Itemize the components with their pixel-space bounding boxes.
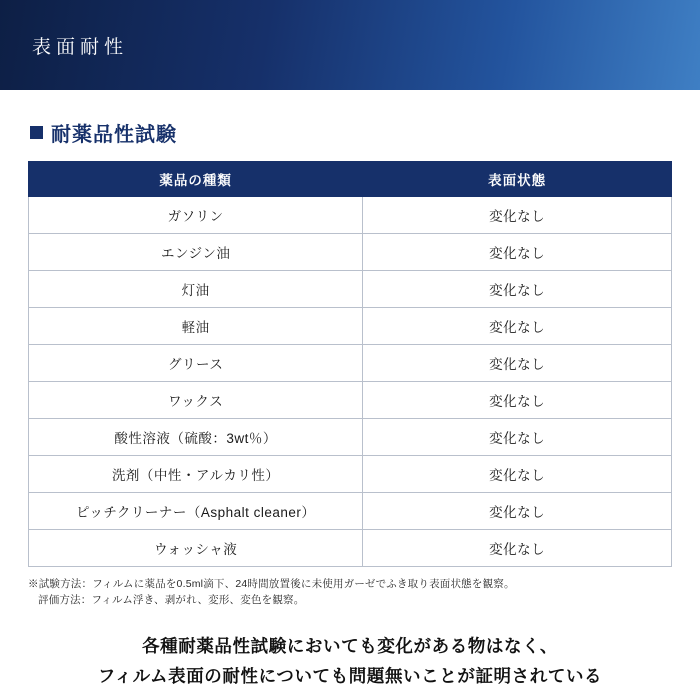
cell-surface: 変化なし <box>363 234 672 271</box>
cell-chemical: 灯油 <box>29 271 363 308</box>
cell-surface: 変化なし <box>363 271 672 308</box>
cell-chemical: 軽油 <box>29 308 363 345</box>
cell-surface: 変化なし <box>363 197 672 234</box>
table-row <box>29 419 672 456</box>
cell-surface: 変化なし <box>363 493 672 530</box>
cell-surface: 変化なし <box>363 382 672 419</box>
square-bullet-icon <box>30 126 43 139</box>
cell-chemical: グリース <box>29 345 363 382</box>
table-header-row <box>29 162 672 197</box>
column-header-surface: 表面状態 <box>363 162 672 197</box>
cell-chemical: ピッチクリーナー（Asphalt cleaner） <box>29 493 363 530</box>
note-line-1: ※試験方法：フィルムに薬品を0.5ml滴下、24時間放置後に未使用ガーゼでふき取り表面状態を観察。 <box>28 578 515 590</box>
cell-surface: 変化なし <box>363 345 672 382</box>
conclusion-line-2: フィルム表面の耐性についても問題無いことが証明されている <box>97 666 603 687</box>
table-header <box>29 162 672 197</box>
page-header <box>0 0 700 90</box>
table-row <box>29 493 672 530</box>
cell-chemical: エンジン油 <box>29 234 363 271</box>
chemical-resistance-table <box>28 161 672 567</box>
column-header-chemical: 薬品の種類 <box>29 162 363 197</box>
table-row <box>29 345 672 382</box>
cell-chemical: 洗剤（中性・アルカリ性） <box>29 456 363 493</box>
content-area <box>0 118 700 692</box>
table-row <box>29 382 672 419</box>
section-heading <box>30 118 672 147</box>
table-row <box>29 456 672 493</box>
table-row <box>29 197 672 234</box>
table-row <box>29 234 672 271</box>
cell-chemical: 酸性溶液（硫酸：3wt％） <box>29 419 363 456</box>
test-method-notes <box>28 576 672 609</box>
conclusion-text <box>28 631 672 692</box>
cell-chemical: ガソリン <box>29 197 363 234</box>
note-line-2: 評価方法：フィルム浮き、剥がれ、変形、変色を観察。 <box>38 594 305 607</box>
page-title: 表面耐性 <box>32 36 129 58</box>
cell-chemical: ウォッシャ液 <box>29 530 363 567</box>
table-body <box>29 197 672 567</box>
table-row <box>29 271 672 308</box>
table-row <box>29 308 672 345</box>
section-title-label: 耐薬品性試験 <box>51 124 177 146</box>
cell-surface: 変化なし <box>363 456 672 493</box>
conclusion-line-1: 各種耐薬品性試験においても変化がある物はなく、 <box>142 635 558 656</box>
cell-surface: 変化なし <box>363 308 672 345</box>
cell-surface: 変化なし <box>363 530 672 567</box>
table-row <box>29 530 672 567</box>
cell-chemical: ワックス <box>29 382 363 419</box>
cell-surface: 変化なし <box>363 419 672 456</box>
